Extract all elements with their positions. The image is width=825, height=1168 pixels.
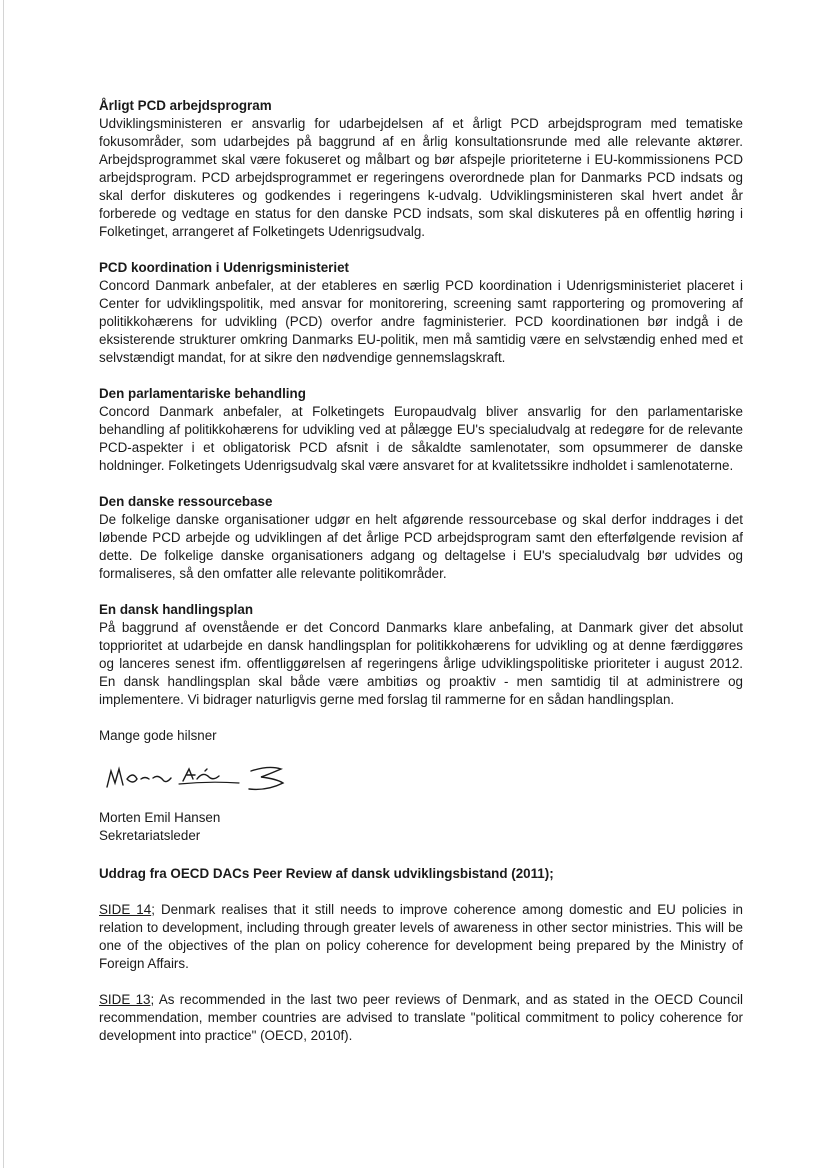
excerpt-title: Uddrag fra OECD DACs Peer Review af dansk udviklingsbistand (2011); bbox=[99, 866, 554, 881]
section-paragraph: Concord Danmark anbefaler, at Folketingets Europaudvalg bliver ansvarlig for den parlamentariske behandling af politikkohærens for udvikling ved at pålægge EU's specialudvalg at redegøre for de relevante PCD-aspekter i et obligatorisk PCD afsnit i de såkaldte samlenotater, som opsummerer de danske holdninger. Folketingets Udenrigsudvalg skal være ansvaret for at kvalitetssikre indholdet i samlenotaterne. bbox=[99, 404, 743, 473]
sender-title: Sekretariatsleder bbox=[99, 828, 201, 843]
section-pcd-coordination bbox=[99, 259, 743, 367]
excerpt-item bbox=[99, 991, 743, 1045]
signature-drawing bbox=[101, 757, 301, 793]
section-annual-pcd-work-programme bbox=[99, 97, 743, 241]
section-paragraph: Concord Danmark anbefaler, at der etableres en særlig PCD koordination i Udenrigsministeriet placeret i Center for udviklingspolitik, med ansvar for monitorering, screening samt rapportering og promovering af politikkohærens for udvikling (PCD) overfor andre fagministerier. PCD koordinationen bør indgå i de eksisterende strukturer omkring Danmarks EU-politik, men må samtidig være en selvstændig enhed med et selvstændigt mandat, for at sikre den nødvendige gennemslagskraft. bbox=[99, 278, 743, 365]
section-heading: PCD koordination i Udenrigsministeriet bbox=[99, 260, 349, 275]
closing-greeting: Mange gode hilsner bbox=[99, 728, 217, 743]
excerpt-text: ; As recommended in the last two peer reviews of Denmark, and as stated in the OECD Council recommendation, member countries are advised to translate "political commitment to policy coherence for development into practice" (OECD, 2010f). bbox=[99, 992, 743, 1043]
section-danish-resource-base bbox=[99, 493, 743, 583]
section-heading: Den danske ressourcebase bbox=[99, 494, 273, 509]
section-heading: Den parlamentariske behandling bbox=[99, 386, 306, 401]
section-heading: En dansk handlingsplan bbox=[99, 602, 254, 617]
excerpt-item bbox=[99, 901, 743, 973]
section-paragraph: De folkelige danske organisationer udgør en helt afgørende ressourcebase og skal derfor inddrages i det løbende PCD arbejde og udviklingen af det årlige PCD arbejdsprogram samt den efterfølgende revision af dette. De folkelige danske organisationers adgang og deltagelse i EU's specialudvalg bør udvides og formaliseres, så den omfatter alle relevante politikområder. bbox=[99, 512, 743, 581]
excerpt-text: ; Denmark realises that it still needs to improve coherence among domestic and EU policies in relation to development, including through greater levels of awareness in other sector ministries. This will be one of the objectives of the plan on policy coherence for development being prepared by the Ministry of Foreign Affairs. bbox=[99, 902, 744, 971]
section-paragraph: Udviklingsministeren er ansvarlig for udarbejdelsen af et årligt PCD arbejdsprogram med tematiske fokusområder, som udarbejdes på baggrund af en årlig konsultationsrunde med alle relevante aktører. Arbejdsprogrammet skal være fokuseret og målbart og bør afspejle prioriteterne i EU-kommissionens PCD arbejdsprogram. PCD arbejdsprogrammet er regeringens overordnede plan for Danmarks PCD indsats og skal derfor diskuteres og godkendes i regeringens k-udvalg. Udviklingsministeren skal hvert andet år forberede og vedtage en status for den danske PCD indsats, som skal diskuteres på en offentlig høring i Folketinget, arrangeret af Folketingets Udenrigsudvalg. bbox=[99, 116, 743, 239]
page-reference: SIDE 13 bbox=[99, 992, 151, 1007]
page-reference: SIDE 14 bbox=[99, 902, 152, 917]
letter-body bbox=[99, 97, 743, 1063]
section-danish-action-plan bbox=[99, 601, 743, 709]
handwritten-signature bbox=[101, 757, 301, 793]
section-heading: Årligt PCD arbejdsprogram bbox=[99, 98, 272, 113]
section-paragraph: På baggrund af ovenstående er det Concord Danmarks klare anbefaling, at Danmark giver det absolut topprioritet at udarbejde en dansk handlingsplan for politikkohærens for udvikling og at denne færdiggøres og lanceres senest ifm. offentliggørelsen af regeringens årlige udviklingspolitiske prioriteter i august 2012. En dansk handlingsplan skal både være ambitiøs og proaktiv - men samtidig til at administrere og implementere. Vi bidrager naturligvis gerne med forslag til rammerne for en sådan handlingsplan. bbox=[99, 620, 743, 707]
sender-name: Morten Emil Hansen bbox=[99, 810, 221, 825]
scan-edge-line bbox=[3, 0, 4, 1168]
section-parliamentary-treatment bbox=[99, 385, 743, 475]
